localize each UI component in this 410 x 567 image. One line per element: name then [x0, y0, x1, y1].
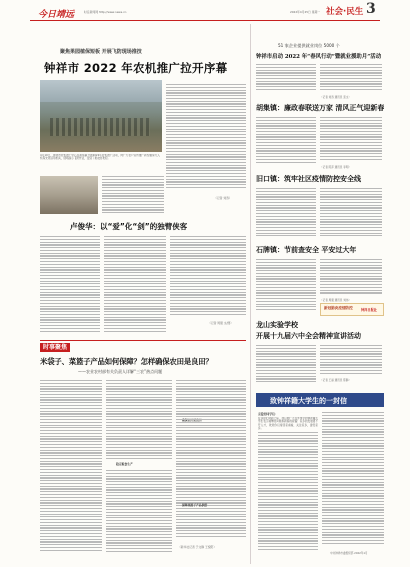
letter-banner: [256, 393, 384, 407]
letter-body: 在这辞旧迎新之际，我们向广大在外求学的钟祥籍大学生表示诚挚的问候和新春的祝福！家乡的发展离不开人才，欢迎你们常回家看看，关注家乡，建设家乡。: [258, 417, 318, 431]
huji-caption: （记者 陈萍 通讯员 李明）: [320, 166, 352, 169]
huji-col-1: [256, 117, 316, 167]
letter-title: 致钟祥籍大学生的一封信: [270, 397, 347, 405]
lead-kicker: 聚焦果园植保短板 开展飞防现场推技: [60, 49, 142, 55]
lead-photo-2: [40, 176, 98, 214]
lead-caption: （记者 刘涛）: [214, 196, 232, 200]
longshan-headline-2: 开展十九届六中全会精神宣讲活动: [256, 331, 361, 340]
focus-section-3: 保障菜篮子产品供给: [182, 503, 208, 507]
masthead-sub: 时任新闻网 http://www.news.cn: [84, 10, 127, 14]
letter-col-1: [258, 432, 318, 554]
focus-caption: （新华社记者 于文静 王悦阳）: [178, 545, 217, 549]
jobs-col-1: [256, 64, 316, 94]
shipai-headline: 石牌镇：节前查安全 平安过大年: [256, 245, 357, 254]
page-date: 2022年4月25日 星期一: [290, 10, 321, 14]
jobs-headline: 钟祥市启动 2022 年“春风行动”暨就业援助月”活动: [256, 54, 382, 60]
letter-salutation: 亲爱的同学们：: [258, 412, 278, 416]
letter-sign: 中共钟祥市委组织部 2022年1月: [330, 552, 368, 555]
banner-brand: 钟祥日报社: [361, 307, 377, 312]
shipai-col-2: [320, 259, 382, 297]
feature-col-3: [170, 236, 246, 318]
focus-col-2b: [106, 470, 172, 555]
section-title: 社会·民生: [326, 7, 364, 17]
longshan-headline: 龙山实验学校: [256, 320, 298, 329]
focus-col-1: [40, 380, 102, 555]
focus-col-3: [176, 380, 246, 540]
masthead: [0, 0, 410, 28]
focus-rule: [40, 340, 246, 341]
jiuk-col-1: [256, 188, 316, 242]
letter-col-2: [322, 412, 384, 550]
jiuk-headline: 旧口镇：筑牢社区疫情防控安全线: [256, 174, 361, 183]
jobs-kicker: 51 家企业提供就业岗位 5000 个: [278, 43, 340, 48]
masthead-logo: 今日靖远: [38, 10, 75, 20]
jobs-col-2: [320, 64, 382, 94]
feature-col-2: [104, 236, 166, 334]
huji-col-2: [320, 117, 382, 163]
shipai-caption: （记者 周强 通讯员 刘伟）: [320, 299, 352, 302]
focus-subtitle: ——农业农村部有关负责人详解“三农”热点问题: [78, 369, 163, 374]
lead-body: 4月19日，钟祥市农机推广中心在胡集镇开展2022年农机推广活动，向广大农户宣传推广新型植保无人机等先进适用机具，现场演示飞防作业，受到了果农的欢迎。: [40, 154, 160, 161]
lead-body-lines: [166, 84, 246, 192]
focus-section-1: 稳定粮食生产: [116, 462, 133, 466]
column-divider: [250, 24, 251, 564]
lead-headline: 钟祥市 2022 年农机推广拉开序幕: [44, 61, 228, 75]
feature-headline: 卢俊华：以“爱”化“剑”的独臂侠客: [70, 222, 188, 231]
page-number: 3: [366, 1, 376, 17]
feature-byline: （记者 周强 文/图）: [208, 321, 234, 325]
jiuk-col-2: [320, 188, 382, 242]
longshan-col-2: [320, 345, 382, 377]
longshan-col-1: [256, 345, 316, 385]
focus-headline: 米袋子、菜篮子产品如何保障？怎样确保农田是良田？: [40, 357, 213, 366]
epidemic-banner: [320, 303, 384, 316]
jobs-caption: （记者 刘涛 通讯员 张文）: [320, 96, 352, 99]
huji-headline: 胡集镇：廉政春联送万家 清风正气迎新春: [256, 103, 385, 112]
shipai-col-1: [256, 259, 316, 315]
focus-badge: 时事聚焦: [40, 343, 70, 352]
longshan-caption: （记者 王丽 通讯员 陈静）: [320, 379, 352, 382]
feature-col-1: [40, 236, 100, 334]
lead-photo: [40, 80, 162, 152]
header-rule: [30, 20, 380, 21]
banner-text: 新冠肺炎疫情防控: [324, 306, 353, 310]
lead-col-b: [102, 176, 164, 216]
